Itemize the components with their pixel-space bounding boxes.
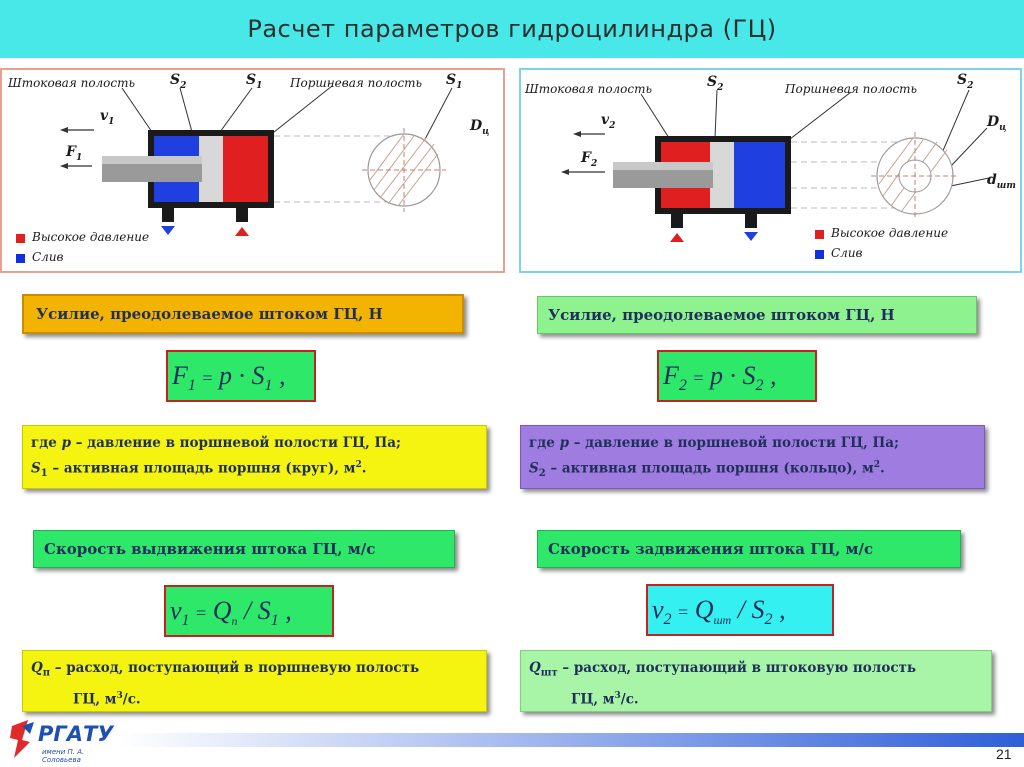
logo-mark-icon	[8, 720, 36, 758]
right-v2-label: $v_2$	[601, 112, 616, 131]
left-speed-note-line2: ГЦ, $м^3/с$.	[73, 690, 141, 708]
left-force-formula: $F_1 = p \cdot S_1$ ,	[166, 350, 316, 402]
logo	[8, 718, 118, 764]
right-d-rod-label: $d_{шт}$	[987, 172, 1016, 191]
right-s2-right-label: $S_2$	[957, 72, 974, 91]
right-cylinder-diagram	[521, 70, 1020, 271]
right-force-formula: $F_2 = p \cdot S_2$ ,	[657, 350, 817, 402]
right-f2-label: $F_2$	[581, 150, 598, 169]
right-piston-cavity-label: Поршневая полость	[785, 82, 918, 96]
right-d-label: $D_ц$	[987, 114, 1007, 133]
left-speed-note	[22, 650, 487, 712]
left-s1-right-label: $S_1$	[446, 72, 463, 91]
left-diagram-panel	[0, 68, 505, 273]
right-speed-note	[520, 650, 992, 712]
left-force-note	[22, 425, 487, 489]
right-speed-note-line2: ГЦ, $м^3/с$.	[571, 690, 639, 708]
left-d-label: $D_ц$	[470, 118, 490, 137]
right-speed-note-line1: $Q_{шт}$ – расход, поступающий в штоковую полость	[529, 660, 917, 679]
left-force-note-line1: где p – давление в поршневой полости ГЦ, Па;	[31, 435, 402, 451]
left-speed-note-line1: $Q_п$ – расход, поступающий в поршневую полость	[31, 660, 420, 679]
right-legend-drain: Слив	[831, 246, 863, 260]
left-legend-drain: Слив	[32, 250, 64, 264]
right-force-label: Усилие, преодолеваемое штоком ГЦ, Н	[537, 296, 977, 334]
left-piston-cavity-label: Поршневая полость	[290, 76, 423, 90]
right-force-note	[520, 425, 985, 489]
logo-text: РГАТУ	[38, 722, 114, 746]
right-speed-formula: $v_2 = Q_{шт} / S_2$ ,	[646, 584, 834, 636]
right-force-note-line1: где p – давление в поршневой полости ГЦ, Па;	[529, 435, 900, 451]
left-rod-cavity-label: Штоковая полость	[8, 76, 136, 90]
page-title: Расчет параметров гидроцилиндра (ГЦ)	[247, 15, 777, 43]
right-s2-label: $S_2$	[707, 74, 724, 93]
right-rod-cavity-label: Штоковая полость	[525, 82, 653, 96]
right-speed-label: Скорость задвижения штока ГЦ, м/с	[537, 530, 961, 568]
right-diagram-panel	[519, 68, 1022, 273]
left-force-label: Усилие, преодолеваемое штоком ГЦ, Н	[22, 294, 464, 334]
logo-subtitle: имени П. А. Соловьева	[42, 748, 85, 764]
left-speed-formula: $v_1 = Q_п / S_1$ ,	[164, 585, 334, 637]
right-force-note-line2: $S_2$ – активная площадь поршня (кольцо), $м^2$.	[529, 460, 885, 480]
left-speed-label: Скорость выдвижения штока ГЦ, м/с	[33, 530, 455, 568]
left-s2-label: $S_2$	[170, 72, 187, 91]
left-s1-label: $S_1$	[246, 72, 263, 91]
right-legend-high: Высокое давление	[831, 226, 949, 240]
left-force-note-line2: $S_1$ – активная площадь поршня (круг), $м^2$.	[31, 460, 367, 480]
footer-bar	[120, 733, 1024, 747]
left-legend-high: Высокое давление	[32, 230, 150, 244]
left-f1-label: $F_1$	[66, 144, 83, 163]
page-number: 21	[996, 746, 1012, 762]
left-v1-label: $v_1$	[100, 108, 115, 127]
